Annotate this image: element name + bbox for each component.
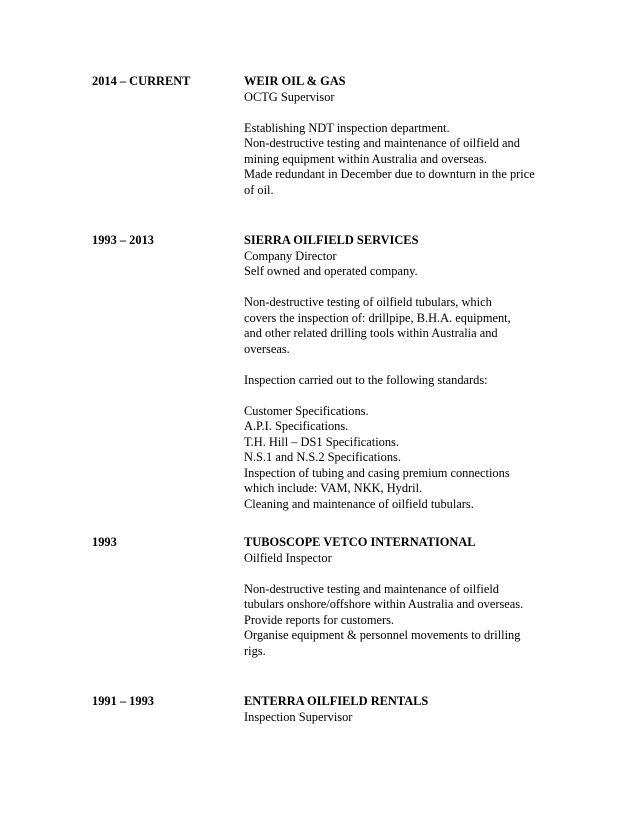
- description-line: overseas.: [244, 341, 290, 356]
- description-line: T.H. Hill – DS1 Specifications.: [244, 434, 399, 449]
- description-line: Establishing NDT inspection department.: [244, 120, 450, 135]
- description-line: which include: VAM, NKK, Hydril.: [244, 481, 423, 495]
- employment-details: [244, 74, 554, 198]
- description-line: Provide reports for customers.: [244, 612, 395, 627]
- job-title: Inspection Supervisor: [244, 709, 353, 724]
- description-line: Self owned and operated company.: [244, 264, 418, 278]
- description-line: Non-destructive testing of oilfield tubulars, which: [244, 295, 492, 309]
- description-line: mining equipment within Australia and overseas.: [244, 151, 487, 166]
- description-line: and other related drilling tools within Australia and: [244, 326, 498, 340]
- description-line: Organise equipment & personnel movements to drilling: [244, 628, 521, 642]
- employment-details: [244, 694, 554, 725]
- description-line: rigs.: [244, 643, 266, 658]
- job-title: OCTG Supervisor: [244, 89, 335, 104]
- employment-dates: 1993: [92, 535, 117, 549]
- employment-dates: 2014 – CURRENT: [92, 74, 191, 88]
- description-line: Cleaning and maintenance of oilfield tubulars.: [244, 496, 474, 511]
- company-name: ENTERRA OILFIELD RENTALS: [244, 694, 429, 708]
- description-line: covers the inspection of: drillpipe, B.H.A. equipment,: [244, 310, 511, 325]
- company-name: TUBOSCOPE VETCO INTERNATIONAL: [244, 535, 476, 549]
- description-line: of oil.: [244, 182, 274, 197]
- description-line: Inspection of tubing and casing premium connections: [244, 465, 510, 480]
- description-line: Non-destructive testing and maintenance of oilfield and: [244, 136, 520, 150]
- job-title: Oilfield Inspector: [244, 550, 332, 565]
- employment-dates: 1991 – 1993: [92, 694, 154, 708]
- description-line: N.S.1 and N.S.2 Specifications.: [244, 450, 401, 464]
- employment-details: [244, 535, 554, 659]
- job-title: Company Director: [244, 248, 337, 263]
- description-line: tubulars onshore/offshore within Australia and overseas.: [244, 597, 524, 611]
- description-line: A.P.I. Specifications.: [244, 419, 349, 433]
- employment-dates: 1993 – 2013: [92, 233, 154, 247]
- description-line: Inspection carried out to the following standards:: [244, 372, 488, 387]
- company-name: SIERRA OILFIELD SERVICES: [244, 233, 419, 247]
- company-name: WEIR OIL & GAS: [244, 74, 346, 88]
- description-line: Customer Specifications.: [244, 403, 369, 418]
- description-line: Non-destructive testing and maintenance of oilfield: [244, 581, 499, 596]
- description-line: Made redundant in December due to downturn in the price: [244, 167, 535, 181]
- employment-details: [244, 233, 554, 512]
